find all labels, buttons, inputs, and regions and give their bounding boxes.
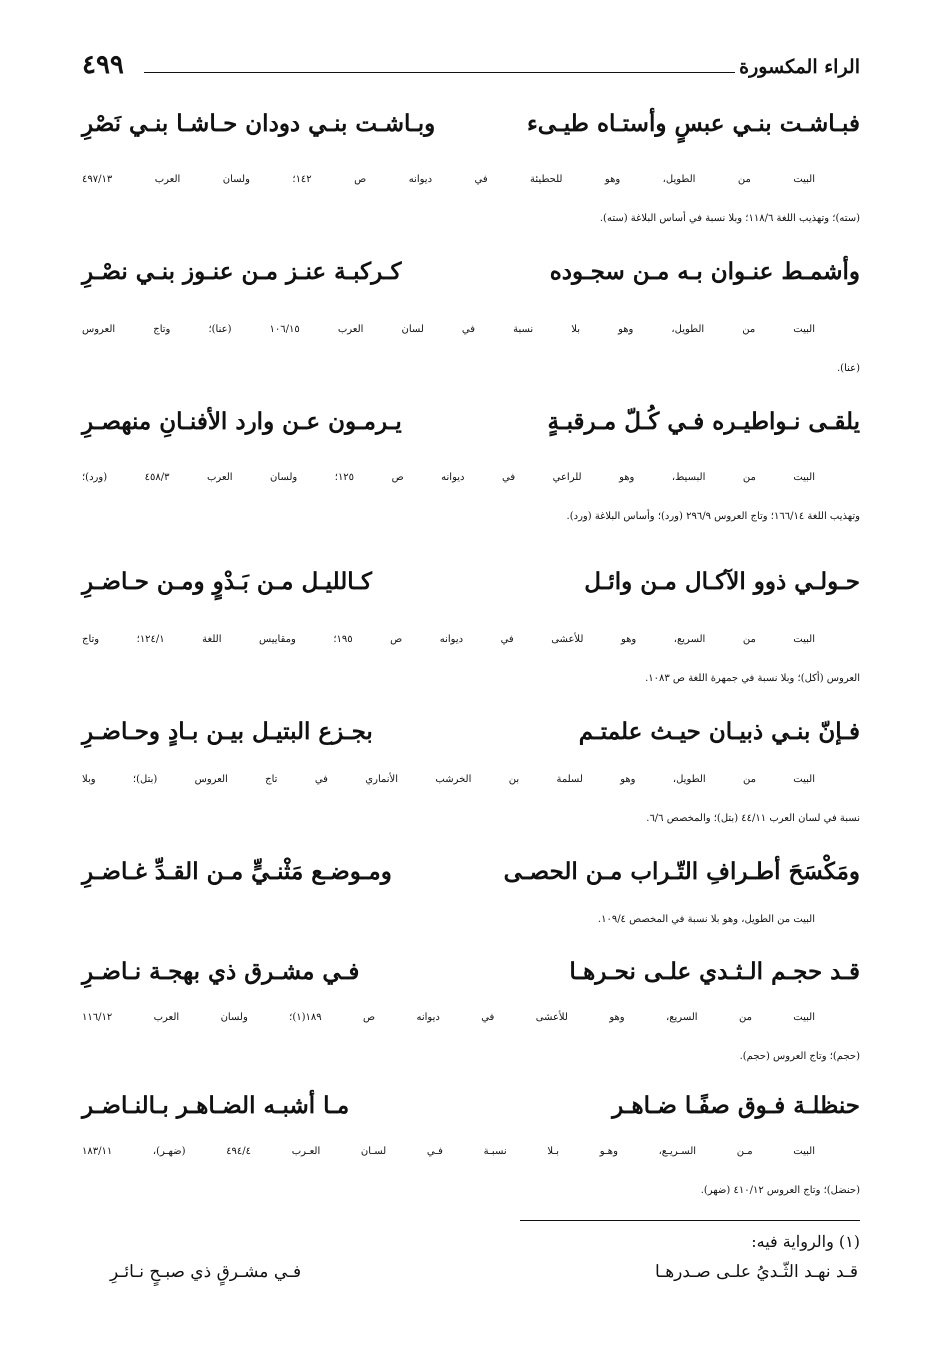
commentary-line: البيت من البسيط، وهو للراعي في ديوانه ص ١٢٥؛ ولسان العرب ٤٥٨/٣ (ورد)؛ [82,472,815,483]
verse-second-hemistich: فـي مشـرق ذي بهجـة نـاضـرِ [82,958,360,985]
commentary-line: (حنضل)؛ وتاج العروس ٤١٠/١٢ (ضهر). [700,1185,860,1196]
verse-first-hemistich: يلقـى نـواطيـره فـي كُـلّ مـرقبـةٍ [547,408,860,435]
commentary-line: (حجم)؛ وتاج العروس (حجم). [739,1051,860,1062]
verse-second-hemistich: بجـزع البتيـل بيـن بـادٍ وحـاضـرِ [82,718,373,745]
verse-commentary [82,998,860,1076]
verse [82,258,860,298]
commentary-line: البيت من الطويل، وهو للحطيئة في ديوانه ص ١٤٢؛ ولسان العرب ٤٩٧/١٣ [82,174,815,185]
commentary-line: البيت من الطويل، وهو لسلمة بن الخرشب الأنماري في تاج العروس (بتل)؛ وبلا [82,774,815,785]
verse-second-hemistich: كـركبـة عنـز مـن عنـوز بنـي نصْـرِ [82,258,402,285]
verse-first-hemistich: حنظلـة فـوق صفًـا ضـاهـر [612,1092,860,1119]
verse-commentary [82,310,860,388]
verse-first-hemistich: ومَكْسَحَ أطـرافِ التّـراب مـن الحصـى [503,858,860,885]
page-number: ٤٩٩ [82,50,124,80]
footnote-second-hemistich: فـي مشـرقٍ ذي صبـحٍ نـائـرِ [110,1262,302,1282]
verse [82,408,860,448]
verse-second-hemistich: مـا أشبـه الضـاهـر بـالنـاضـر [82,1092,350,1119]
verse-first-hemistich: فبـاشـت بنـي عبسٍ وأستـاه طيـىء [526,110,860,137]
commentary-line: وتهذيب اللغة ١٦٦/١٤؛ وتاج العروس ٢٩٦/٩ (ورد)؛ وأساس البلاغة (ورد). [566,511,860,522]
verse-second-hemistich: وبـاشـت بنـي دودان حـاشـا بنـي نَصْرِ [82,110,436,137]
commentary-line: (سته)؛ وتهذيب اللغة ١١٨/٦؛ وبلا نسبة في أساس البلاغة (سته). [599,213,860,224]
commentary-line: البيت من السريع، وهو للأعشى في ديوانه ص ١٩٥؛ ومقاييس اللغة ١٢٤/١؛ وتاج [82,634,815,645]
verse [82,1092,860,1132]
commentary-line: (عنا). [836,363,860,374]
commentary-line: العروس (أكل)؛ وبلا نسبة في جمهرة اللغة ص ١٠٨٣. [645,673,860,684]
verse-second-hemistich: كـالليـل مـن بَـدْوٍ ومـن حـاضـرِ [82,568,372,595]
verse-commentary [82,620,860,698]
verse-commentary [82,900,860,939]
verse-first-hemistich: فـإنّ بنـي ذبيـان حيـث علمتـم [578,718,860,745]
running-title: الراء المكسورة [739,56,860,78]
verse-commentary [82,1132,860,1210]
commentary-line: نسبة في لسان العرب ٤٤/١١ (بتل)؛ والمخصص ٦/٦. [646,813,860,824]
footnote-rule [520,1220,860,1221]
page-header [82,48,860,86]
header-rule [144,72,735,73]
commentary-line: البيت من الطويل، وهو بلا نسبة في لسان العرب ١٠٦/١٥ (عنا)؛ وتاج العروس [82,324,815,335]
verse [82,718,860,758]
footnote-first-hemistich: قـد نهـد الثّـديُ علـى صـدرهـا [655,1262,858,1282]
verse-first-hemistich: وأشمـط عنـوان بـه مـن سجـوده [549,258,860,285]
verse [82,110,860,150]
commentary-line: البيت من السريع، وهو للأعشى في ديوانه ص ١٨٩(١)؛ ولسان العرب ١١٦/١٢ [82,1012,815,1023]
commentary-line: البيت مـن السـريـع، وهـو بـلا نسبـة فـي لسـان العـرب ٤٩٤/٤ (ضهـر)، ١٨٣/١١ [82,1146,815,1157]
verse [82,958,860,998]
verse-commentary [82,760,860,838]
commentary-line: البيت من الطويل، وهو بلا نسبة في المخصص ١٠٩/٤. [597,914,815,925]
verse-first-hemistich: حـولـي ذوو الآكـال مـن وائـل [584,568,860,595]
verse-second-hemistich: ومـوضـع مَثْنـيٍّ مـن القـدِّ غـاضـرِ [82,858,392,885]
footnote-label: (١) والرواية فيه: [751,1232,860,1251]
verse-first-hemistich: قـد حجـم الـثـدي علـى نحـرهـا [569,958,860,985]
verse [82,858,860,898]
verse [82,568,860,608]
verse-second-hemistich: يـرمـون عـن وارد الأفنـانِ منهصـرِ [82,408,402,435]
verse-commentary [82,458,860,536]
verse-commentary [82,160,860,238]
